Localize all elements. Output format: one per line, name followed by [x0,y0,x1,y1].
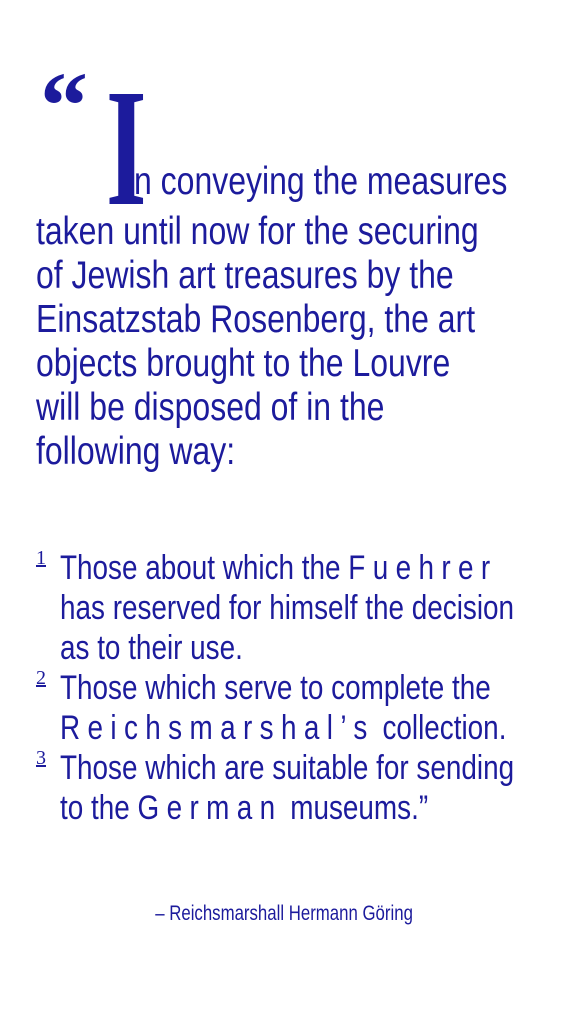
numbered-list [36,548,556,828]
list-text: to the [60,789,138,827]
list-item-line [60,788,467,828]
list-item [36,668,556,748]
opening-quote-mark: “ [40,52,84,159]
attribution-text: – Reichsmarshall Hermann Göring [155,902,413,925]
list-text: museums.” [282,789,429,827]
list-text: collection. [374,709,507,747]
quote-block [36,50,556,474]
spaced-word: German [137,789,283,827]
list-item-number: 2 [36,667,46,689]
quote-line: taken until now for the securing [36,210,479,253]
quote-line: will be disposed of in the [36,386,385,429]
list-item-number: 3 [36,747,46,769]
attribution [0,902,568,926]
list-item-number: 1 [36,547,46,569]
list-item-line: as to their use. [60,629,243,667]
list-item-line [60,708,507,748]
quote-line: objects brought to the Louvre [36,342,451,385]
list-item [36,748,556,828]
quote-first-line: n conveying the measures [134,160,508,203]
quote-line: Einsatzstab Rosenberg, the art [36,298,476,341]
list-text: Those about which the [60,549,349,587]
list-item-line [60,548,498,588]
list-item [36,548,556,668]
list-item-line: Those which serve to complete the [60,669,491,707]
quote-body [36,210,556,474]
quote-line: of Jewish art treasures by the [36,254,454,297]
spaced-word: Fuehrer [348,549,498,587]
list-item-line: has reserved for himself the decision [60,589,515,627]
drop-cap-letter: I [106,55,147,241]
list-item-line: Those which are suitable for sending [60,749,515,787]
spaced-word: Reichsmarshal’s [60,709,375,747]
quote-line: following way: [36,430,236,473]
